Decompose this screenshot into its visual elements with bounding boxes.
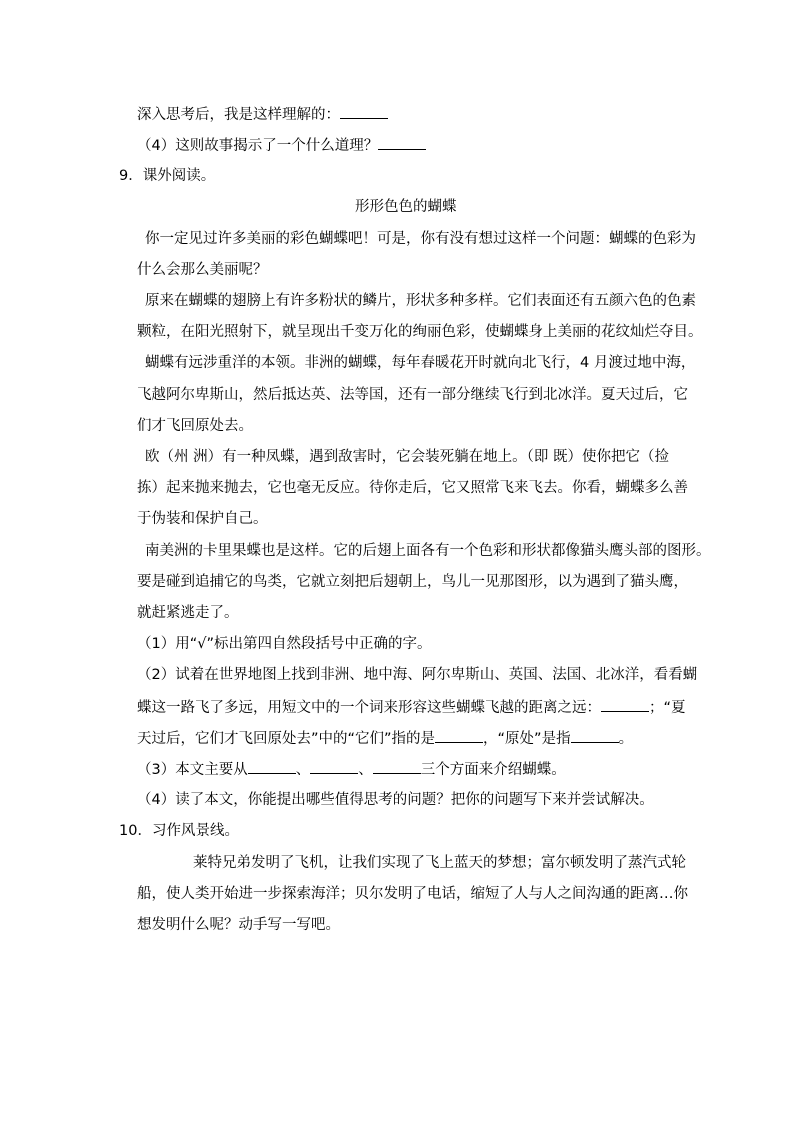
q9-sub2-text-b: ；“夏 bbox=[649, 700, 686, 716]
q8-understand-line bbox=[137, 104, 388, 125]
q9-sub2-text-a: 蝶这一路飞了多远，用短文中的一个词来形容这些蝴蝶飞越的距离之远： bbox=[137, 700, 601, 716]
q9-sub2-text-e: 。 bbox=[618, 731, 634, 747]
q9-sub4: （4）读了本文，你能提出哪些值得思考的问题？把你的问题写下来并尝试解决。 bbox=[137, 792, 654, 808]
q9-p5-line3: 就赶紧逃走了。 bbox=[137, 605, 239, 621]
q9-sub3 bbox=[137, 759, 566, 780]
q9-heading: 9．课外阅读。 bbox=[119, 168, 216, 184]
q8-sub4-text: （4）这则故事揭示了一个什么道理？ bbox=[137, 138, 379, 154]
q9-p4-line1: 欧（州 洲）有一种凤蝶，遇到敌害时，它会装死躺在地上。（即 既）使你把它（捡 bbox=[145, 449, 669, 465]
q8-sub4 bbox=[137, 135, 426, 156]
q9-sub2-blank-distance[interactable] bbox=[601, 697, 649, 712]
q9-sub2-line3 bbox=[137, 728, 633, 749]
q8-sub4-blank[interactable] bbox=[378, 135, 426, 150]
q9-p4-line2: 拣）起来抛来抛去，它也毫无反应。待你走后，它又照常飞来飞去。你看，蝴蝶多么善 bbox=[137, 480, 688, 496]
q9-sub2-blank-they[interactable] bbox=[435, 728, 483, 743]
q9-sub3-blank-1[interactable] bbox=[248, 759, 296, 774]
q9-sub2-text-c: 天过后，它们才飞回原处去”中的“它们”指的是 bbox=[137, 731, 436, 747]
q9-p4-line3: 于伪装和保护自己。 bbox=[137, 511, 268, 527]
q9-sub2-text-d: ，“原处”是指 bbox=[483, 731, 571, 747]
q9-passage-title: 形形色色的蝴蝶 bbox=[355, 199, 457, 215]
q9-sub3-sep-2: 、 bbox=[358, 762, 373, 778]
q10-line2: 船，使人类开始进一步探索海洋；贝尔发明了电话，缩短了人与人之间沟通的距离…你 bbox=[137, 886, 688, 902]
q9-p2-line1: 原来在蝴蝶的翅膀上有许多粉状的鳞片，形状多种多样。它们表面还有五颜六色的色素 bbox=[145, 293, 696, 309]
q9-sub3-text-d: 三个方面来介绍蝴蝶。 bbox=[420, 762, 566, 778]
q8-understand-text: 深入思考后，我是这样理解的： bbox=[137, 107, 340, 123]
q8-understand-blank[interactable] bbox=[340, 104, 388, 119]
q9-sub3-blank-2[interactable] bbox=[310, 759, 358, 774]
q9-p1-line1: 你一定见过许多美丽的彩色蝴蝶吧！可是，你有没有想过这样一个问题：蝴蝶的色彩为 bbox=[145, 231, 696, 247]
q9-p3-line2: 飞越阿尔卑斯山，然后抵达英、法等国，还有一部分继续飞行到北冰洋。夏天过后，它 bbox=[137, 387, 688, 403]
q9-p3-line3: 们才飞回原处去。 bbox=[137, 418, 253, 434]
q10-line3: 想发明什么呢？动手写一写吧。 bbox=[137, 917, 340, 933]
q9-sub3-sep-1: 、 bbox=[295, 762, 311, 778]
q10-heading: 10．习作风景线。 bbox=[119, 823, 239, 839]
q9-sub2-line2 bbox=[137, 697, 686, 718]
q9-sub2-blank-place[interactable] bbox=[571, 728, 619, 743]
q9-p1-line2: 什么会那么美丽呢？ bbox=[137, 262, 268, 278]
q9-p5-line1: 南美洲的卡里果蝶也是这样。它的后翅上面各有一个色彩和形状都像猫头鹰头部的图形。 bbox=[145, 543, 711, 559]
q9-sub2-line1: （2）试着在世界地图上找到非洲、地中海、阿尔卑斯山、英国、法国、北冰洋，看看蝴 bbox=[137, 667, 698, 683]
q9-p2-line2: 颗粒，在阳光照射下，就呈现出千变万化的绚丽色彩，使蝴蝶身上美丽的花纹灿烂夺目。 bbox=[137, 324, 703, 340]
q9-p5-line2: 要是碰到追捕它的鸟类，它就立刻把后翅朝上，鸟儿一见那图形，以为遇到了猫头鹰， bbox=[137, 574, 688, 590]
q9-sub1: （1）用“√”标出第四自然段括号中正确的字。 bbox=[137, 636, 432, 652]
q9-sub3-text-a: （3）本文主要从 bbox=[137, 762, 248, 778]
q10-line1: 莱特兄弟发明了飞机，让我们实现了飞上蓝天的梦想；富尔顿发明了蒸汽式轮 bbox=[193, 855, 686, 871]
q9-sub3-blank-3[interactable] bbox=[373, 759, 421, 774]
q9-p3-line1: 蝴蝶有远涉重洋的本领。非洲的蝴蝶，每年春暖花开时就向北飞行，4 月渡过地中海， bbox=[145, 355, 696, 371]
